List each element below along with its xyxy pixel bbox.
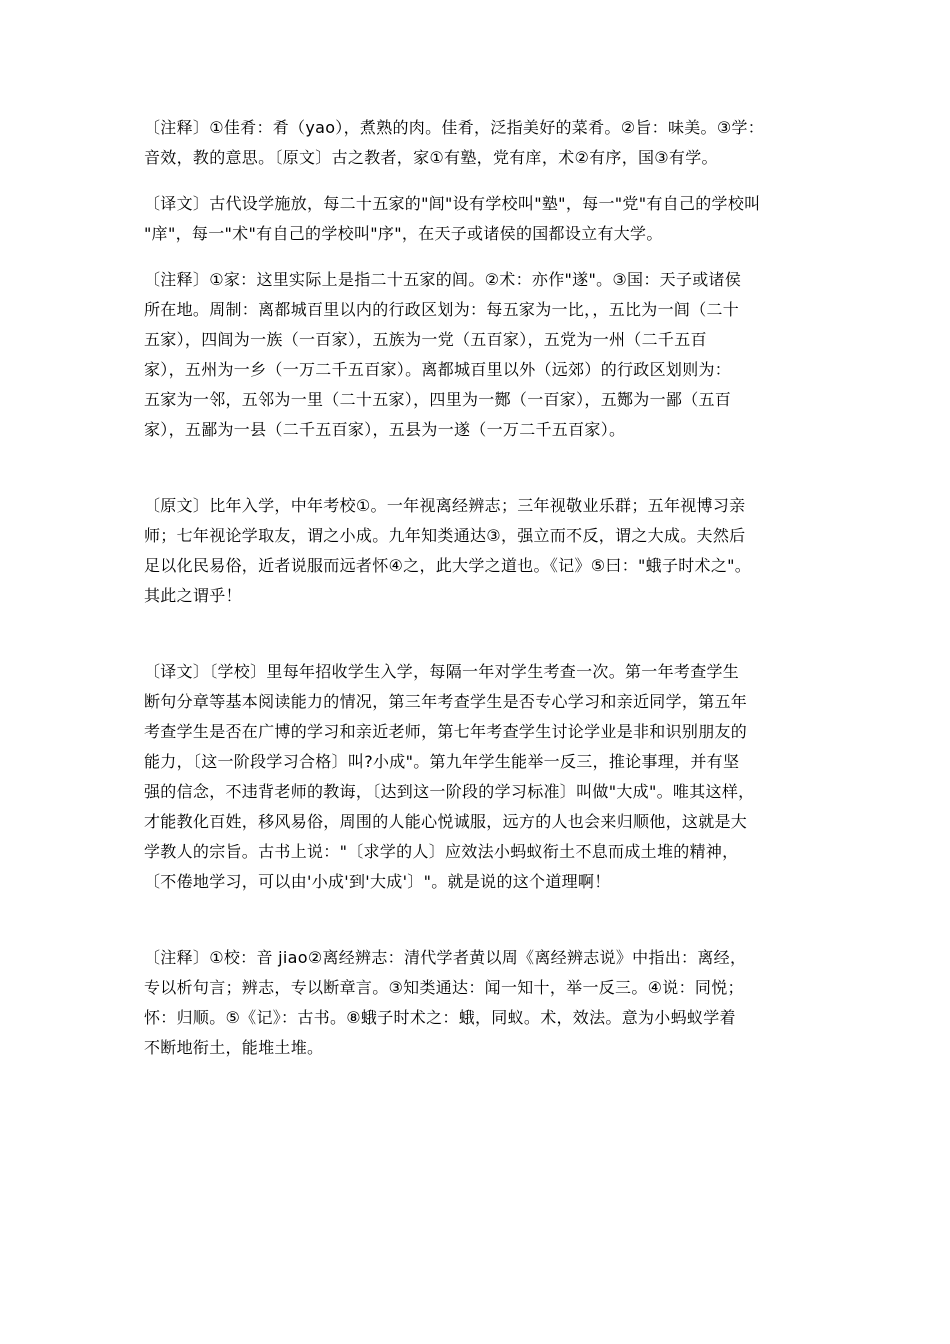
annotation-paragraph-3: [144, 943, 844, 1063]
text-line: 才能教化百姓，移风易俗，周围的人能心悦诚服，远方的人也会来归顺他，这就是大: [144, 812, 748, 831]
translation-paragraph-2: [144, 657, 844, 897]
annotation-paragraph-1: [144, 113, 844, 173]
original-paragraph-2: [144, 491, 844, 611]
text-line: 〔译文〕古代设学施放，每二十五家的"闾"设有学校叫"塾"，每一"党"有自己的学校叫: [144, 194, 761, 213]
text-line: "庠"，每一"术"有自己的学校叫"序"，在天子或诸侯的国都设立有大学。: [144, 224, 663, 243]
text-line: 断句分章等基本阅读能力的情况，第三年考查学生是否专心学习和亲近同学，第五年: [144, 692, 748, 711]
text-line: 专以析句言；辨志，专以断章言。③知类通达：闻一知十，举一反三。④说：同悦；: [144, 978, 744, 997]
text-line: 家），五鄙为一县（二千五百家），五县为一遂（一万二千五百家）。: [144, 420, 626, 439]
text-line: 师；七年视论学取友，谓之小成。九年知类通达③，强立而不反，谓之大成。夫然后: [144, 526, 746, 545]
translation-paragraph-1: [144, 189, 844, 249]
text-line: 〔译文〕〔学校〕里每年招收学生入学，每隔一年对学生考查一次。第一年考查学生: [144, 662, 740, 681]
document-page: [144, 113, 844, 1063]
text-line: 〔不倦地学习，可以由'小成'到'大成'〕"。就是说的这个道理啊！: [144, 872, 611, 891]
text-line: 〔注释〕①校：音 jiao②离经辨志：清代学者黄以周《离经辨志说》中指出：离经，: [144, 948, 747, 967]
text-line: 足以化民易俗，近者说服而远者怀④之，此大学之道也。《记》⑤曰："蛾子时术之"。: [144, 556, 752, 575]
text-line: 强的信念，不违背老师的教诲，〔达到这一阶段的学习标准〕叫做"大成"。唯其这样，: [144, 782, 755, 801]
text-line: 考查学生是否在广博的学习和亲近老师，第七年考查学生讨论学业是非和识别朋友的: [144, 722, 748, 741]
text-line: 〔注释〕①佳肴：肴（yao），煮熟的肉。佳肴，泛指美好的菜肴。②旨：味美。③学：: [144, 118, 765, 137]
text-line: 〔注释〕①家：这里实际上是指二十五家的闾。②术：亦作"遂"。③国：天子或诸侯: [144, 270, 742, 289]
text-line: 〔原文〕比年入学，中年考校①。一年视离经辨志；三年视敬业乐群；五年视博习亲: [144, 496, 746, 515]
text-line: 所在地。周制：离都城百里以内的行政区划为：每五家为一比，，五比为一闾（二十: [144, 300, 740, 319]
text-line: 其此之谓乎！: [144, 586, 242, 605]
text-line: 能力，〔这一阶段学习合格〕叫?小成"。第九年学生能举一反三，推论事理，并有坚: [144, 752, 740, 771]
text-line: 怀：归顺。⑤《记》：古书。⑧蛾子时术之：蛾，同蚁。术，效法。意为小蚂蚁学着: [144, 1008, 736, 1027]
annotation-paragraph-2: [144, 265, 844, 445]
text-line: 学教人的宗旨。古书上说："〔求学的人〕应效法小蚂蚁衔土不息而成土堆的精神，: [144, 842, 739, 861]
text-line: 家），五州为一乡（一万二千五百家）。离都城百里以外（远郊）的行政区划则为：: [144, 360, 732, 379]
text-line: 不断地衔土，能堆土堆。: [144, 1038, 324, 1057]
text-line: 五家），四闾为一族（一百家），五族为一党（五百家），五党为一州（二千五百: [144, 330, 707, 349]
text-line: 音效，教的意思。〔原文〕古之教者，家①有塾，党有庠，术②有序，国③有学。: [144, 148, 718, 167]
text-line: 五家为一邻，五邻为一里（二十五家），四里为一酂（一百家），五酂为一鄙（五百: [144, 390, 732, 409]
